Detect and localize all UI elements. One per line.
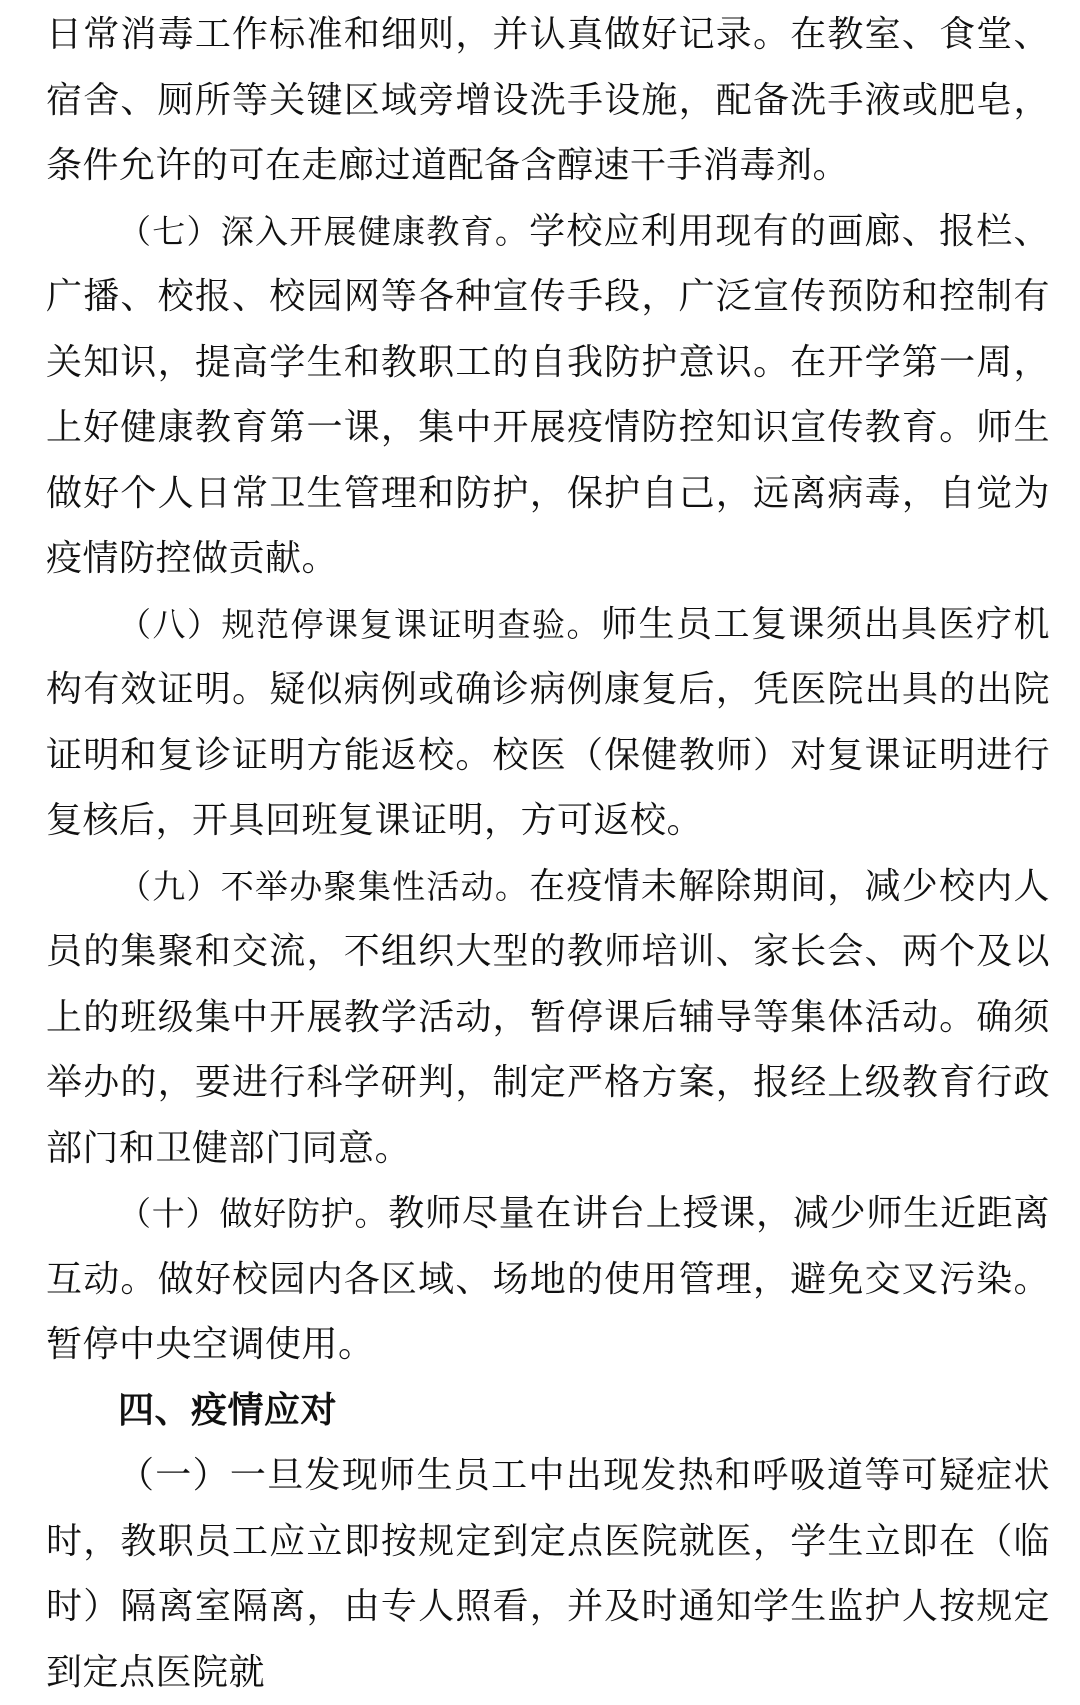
paragraph-no-gatherings	[46, 854, 1050, 1182]
paragraph-protection	[46, 1181, 1050, 1378]
paragraph-body: 师生员工复课须出具医疗机构有效证明。疑似病例或确诊病例康复后，凭医院出具的出院证明和复诊证明方能返校。校医（保健教师）对复课证明进行复核后，开具回班复课证明，方可返校。	[46, 603, 1050, 841]
paragraph-disinfection-continued	[46, 2, 1050, 199]
section-heading: 四、疫情应对	[118, 1389, 338, 1431]
document-page	[46, 0, 1050, 1705]
paragraph-title: （七）深入开展健康教育。	[118, 211, 530, 251]
paragraph-health-education	[46, 199, 1050, 592]
paragraph-body: 教师尽量在讲台上授课，减少师生近距离互动。做好校园内各区域、场地的使用管理，避免交叉污染。暂停中央空调使用。	[46, 1193, 1050, 1365]
paragraph-body: 学校应利用现有的画廊、报栏、广播、校报、校园网等各种宣传手段，广泛宣传预防和控制有关知识，提高学生和教职工的自我防护意识。在开学第一周，上好健康教育第一课，集中开展疫情防控知识宣传教育。师生做好个人日常卫生管理和防护，保护自己，远离病毒，自觉为疫情防控做贡献。	[46, 210, 1050, 579]
paragraph-title: （八）规范停课复课证明查验。	[118, 604, 601, 644]
paragraph-body: 在疫情未解除期间，减少校内人员的集聚和交流，不组织大型的教师培训、家长会、两个及以上的班级集中开展教学活动，暂停课后辅导等集体活动。确须举办的，要进行科学研判，制定严格方案，报经上级教育行政部门和卫健部门同意。	[46, 865, 1050, 1169]
paragraph-resume-certificate	[46, 592, 1050, 854]
paragraph-title: （十）做好防护。	[118, 1194, 389, 1233]
paragraph-title: （九）不举办聚集性活动。	[118, 866, 530, 906]
paragraph-epidemic-response-1: （一）一旦发现师生员工中出现发热和呼吸道等可疑症状时，教职员工应立即按规定到定点医院就医，学生立即在（临时）隔离室隔离，由专人照看，并及时通知学生监护人按规定到定点医院就	[46, 1455, 1050, 1693]
paragraph-body: 日常消毒工作标准和细则，并认真做好记录。在教室、食堂、宿舍、厕所等关键区域旁增设洗手设施，配备洗手液或肥皂，条件允许的可在走廊过道配备含醇速干手消毒剂。	[46, 14, 1050, 186]
